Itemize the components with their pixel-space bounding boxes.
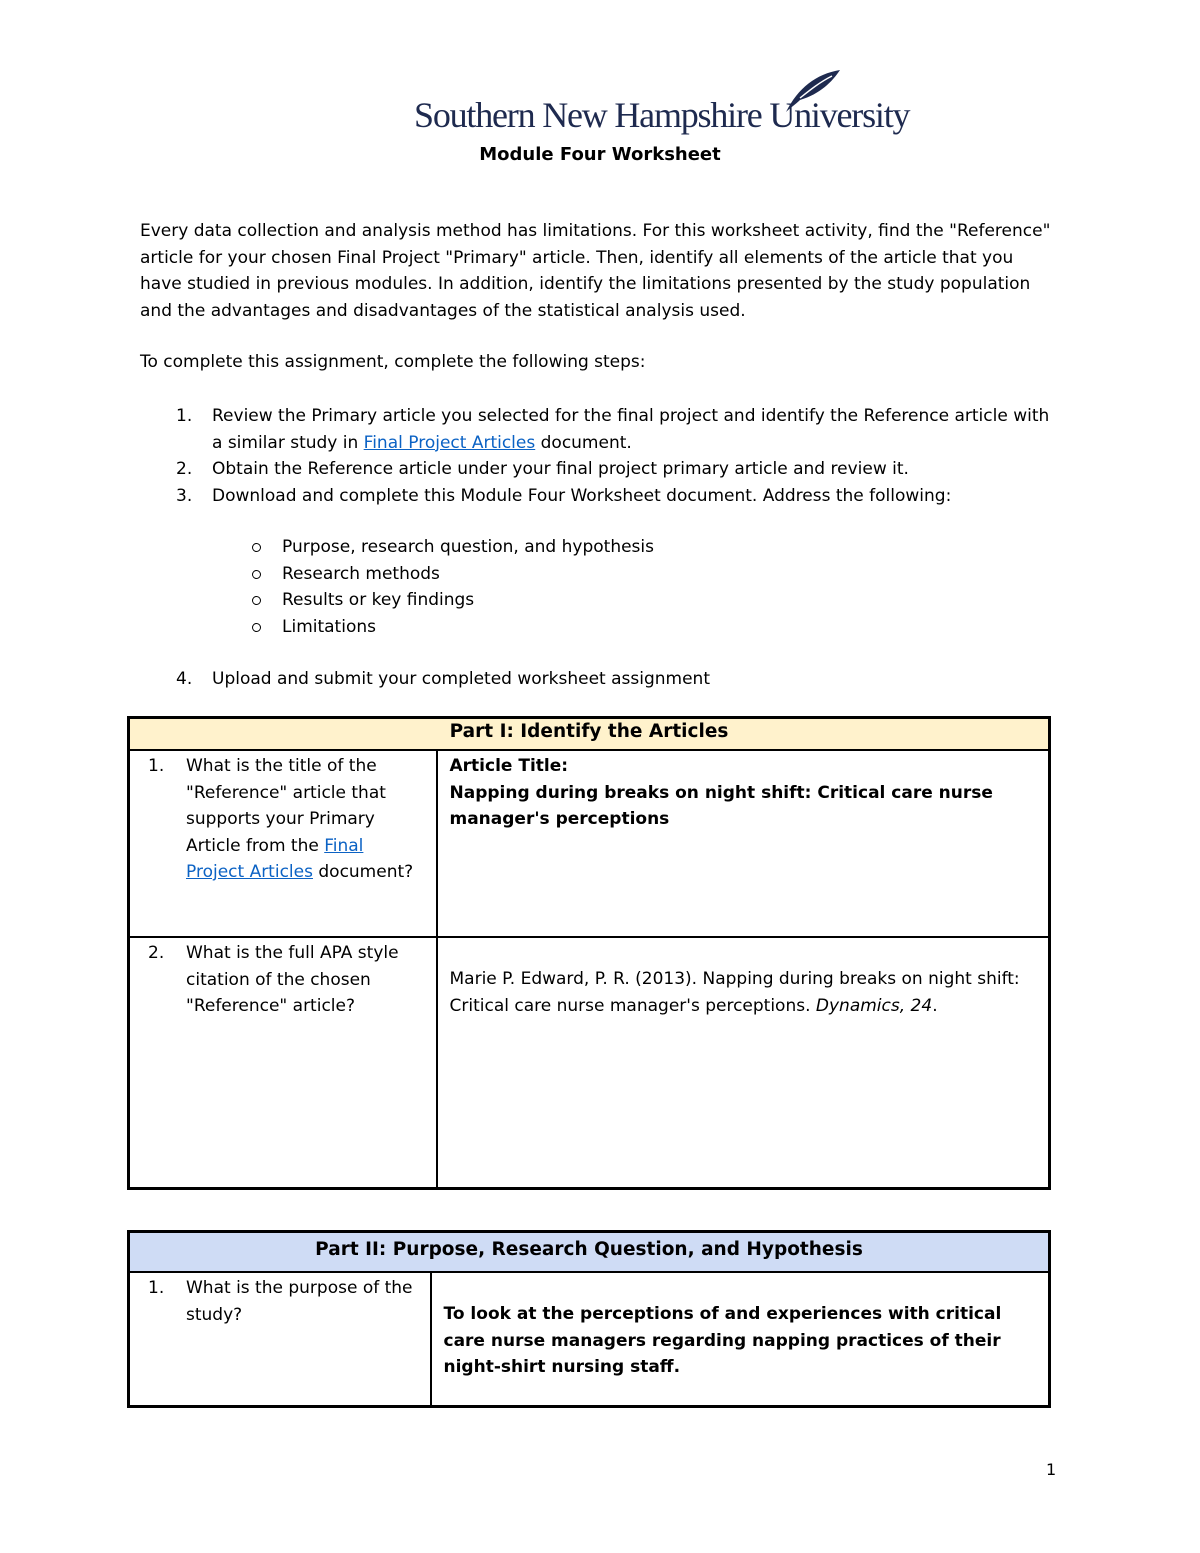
apa-citation: Marie P. Edward, P. R. (2013). Napping during breaks on night shift: Critical care nurse manager's perceptions.	[449, 969, 1020, 1016]
address-bullets	[246, 534, 654, 640]
page-number: 1	[1046, 1460, 1057, 1479]
intro-paragraph: Every data collection and analysis method has limitations. For this worksheet activity, find the "Reference" article for your chosen Final Project "Primary" article. Then, identify all elements of the article that you have studied in previous modules. In addition, identify the limitations presented by the study population and the advantages and disadvantages of the statistical analysis used.	[140, 221, 1051, 321]
part2-header: Part II: Purpose, Research Question, and Hypothesis	[129, 1232, 1050, 1273]
part2-answer-1[interactable]	[431, 1272, 1050, 1406]
article-title-value: Napping during breaks on night shift: Critical care nurse manager's perceptions	[449, 782, 993, 829]
part1-answer-2[interactable]: Marie P. Edward, P. R. (2013). Napping during breaks on night shift: Critical care nurse manager's perceptions. Dynamics, 24.	[437, 937, 1050, 1188]
steps-list-continued	[140, 666, 1060, 693]
part1-answer-1[interactable]	[437, 750, 1050, 937]
step-item: 4. Upload and submit your completed worksheet assignment	[176, 669, 710, 689]
step-item: 1. Review the Primary article you selected for the final project and identify the Reference article with a similar study in Final Project Articles document.	[176, 406, 1050, 453]
logo-text: Southern New Hampshire University	[414, 95, 910, 135]
bullet-circle-icon	[252, 570, 261, 579]
bullet-circle-icon	[252, 596, 261, 605]
citation-journal: Dynamics, 24	[815, 995, 933, 1016]
bullet-circle-icon	[252, 543, 261, 552]
bullet-item: Research methods	[246, 561, 654, 588]
step-item: 2. Obtain the Reference article under your final project primary article and review it.	[176, 459, 909, 479]
part1-header: Part I: Identify the Articles	[129, 718, 1050, 751]
university-logo	[414, 68, 910, 138]
purpose-answer: To look at the perceptions of and experiences with critical care nurse managers regarding napping practices of their night-shirt nursing staff.	[443, 1304, 1002, 1377]
bullet-item: Results or key findings	[246, 587, 654, 614]
steps-list	[140, 403, 1060, 509]
part1-question-2: 2. What is the full APA style citation of the chosen "Reference" article?	[129, 937, 437, 1188]
part1-table	[127, 716, 1051, 1190]
steps-intro: To complete this assignment, complete the following steps:	[140, 352, 646, 372]
article-title-label: Article Title:	[449, 756, 569, 776]
part1-question-1: 1. What is the title of the "Reference" article that supports your Primary Article from the Final Project Articles document?	[129, 750, 437, 937]
part2-question-1: 1. What is the purpose of the study?	[129, 1272, 431, 1406]
part2-table	[127, 1230, 1051, 1408]
bullet-circle-icon	[252, 623, 261, 632]
page-title: Module Four Worksheet	[479, 144, 721, 165]
step-item: 3. Download and complete this Module Four Worksheet document. Address the following:	[176, 485, 952, 506]
bullet-item: Purpose, research question, and hypothesis	[246, 534, 654, 561]
final-project-articles-link[interactable]: Final Project Articles	[186, 835, 364, 882]
bullet-item: Limitations	[246, 614, 654, 641]
final-project-articles-link[interactable]: Final Project Articles	[363, 432, 536, 453]
